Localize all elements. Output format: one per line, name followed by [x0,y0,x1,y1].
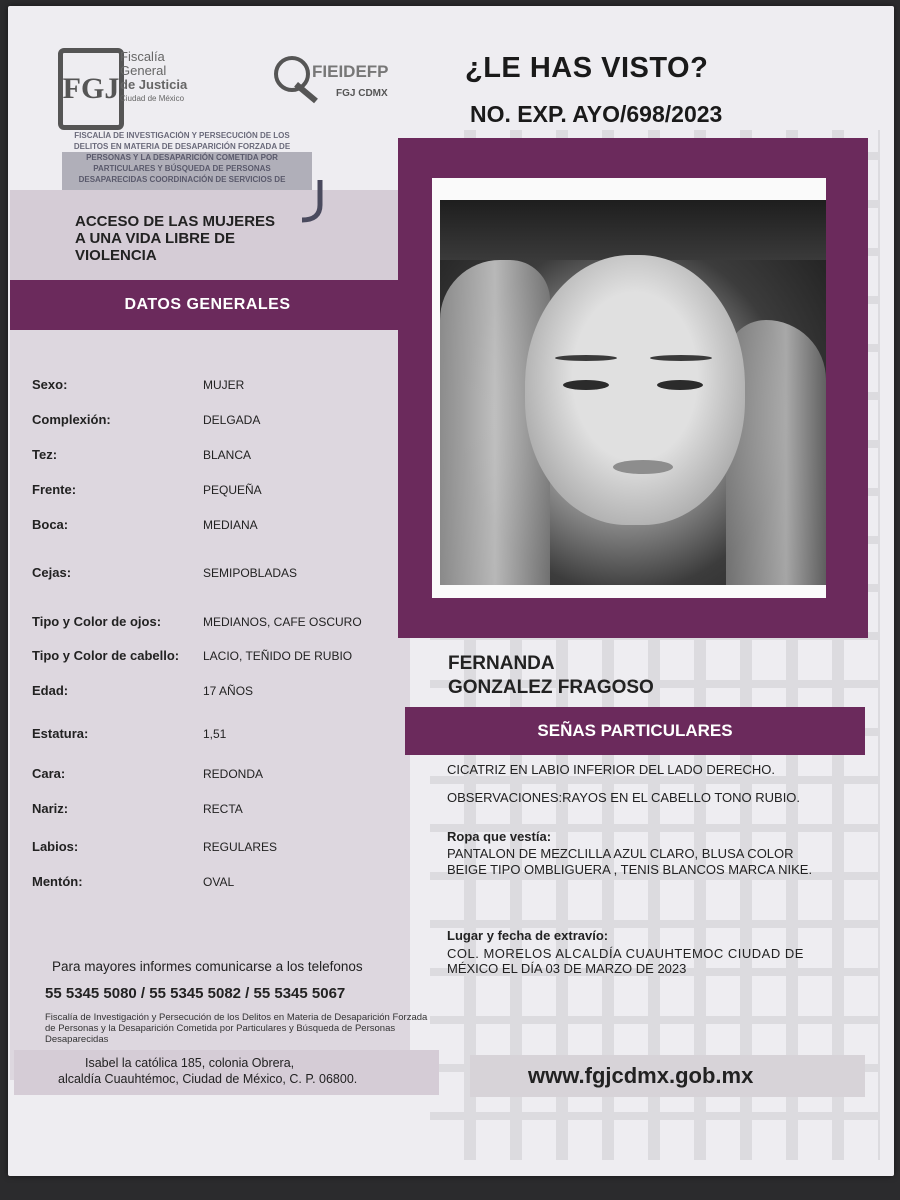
datos-value: DELGADA [203,413,261,427]
address-line-1: Isabel la católica 185, colonia Obrera, [85,1056,295,1070]
senas-observaciones: OBSERVACIONES:RAYOS EN EL CABELLO TONO RUBIO. [447,790,801,805]
ropa-line-2: BEIGE TIPO OMBLIGUERA , TENIS BLANCOS MARCA NIKE. [447,862,813,877]
person-photo [440,200,826,585]
datos-value: OVAL [203,875,235,889]
contact-phones: 55 5345 5080 / 55 5345 5082 / 55 5345 5067 [45,985,346,1002]
fgjcdmx-logo-text: FGJ CDMX [336,88,388,99]
contact-fine-print: Fiscalía de Investigación y Persecución de los Delitos en Materia de Desaparición Forzada de Personas y la Desaparición Cometida por Particulares y Búsqueda de Personas Desaparecidas [45,1012,428,1045]
logo-line-2: General [120,63,167,78]
logo-line-3: de Justicia [120,77,188,92]
fieidefp-logo-text: FIEIDEFP [312,62,389,81]
datos-value: MUJER [203,378,245,392]
poster-title: ¿LE HAS VISTO? [465,52,709,84]
datos-label: Nariz: [32,801,69,816]
photo-brow-right [650,355,712,361]
datos-value: MEDIANA [203,518,258,532]
ropa-label: Ropa que vestía: [447,829,552,844]
datos-label: Cara: [32,766,66,781]
name-line-2: GONZALEZ FRAGOSO [448,677,654,698]
logo-text-fiscalia [120,50,187,106]
photo-brow-left [555,355,617,361]
case-number: NO. EXP. AYO/698/2023 [470,101,723,127]
datos-label: Labios: [32,839,79,854]
datos-label: Tipo y Color de cabello: [32,648,180,663]
photo-eye-right [657,380,703,390]
datos-label: Boca: [32,517,69,532]
lugar-label: Lugar y fecha de extravío: [447,928,609,943]
logo-line-1: Fiscalía [120,49,165,64]
datos-value: PEQUEÑA [203,483,262,497]
logo-city: Ciudad de México [120,94,185,103]
datos-label: Cejas: [32,565,72,580]
datos-label: Frente: [32,482,77,497]
hammer-scale-icon [268,52,328,112]
fgj-small-logo-icon [290,175,330,225]
datos-label: Tipo y Color de ojos: [32,614,162,629]
photo-lips [613,460,673,474]
access-line-2: A UNA VIDA LIBRE DE [75,230,236,247]
access-line-1: ACCESO DE LAS MUJERES [75,213,276,230]
senas-line-1: CICATRIZ EN LABIO INFERIOR DEL LADO DERECHO. [447,762,775,777]
official-stamp-text: FISCALÍA DE INVESTIGACIÓN Y PERSECUCIÓN DE LOS DELITOS EN MATERIA DE DESAPARICIÓN FORZADA DE PERSONAS Y LA DESAPARICIÓN COMETIDA POR PARTICULARES Y BÚSQUEDA DE PERSONAS DESAPARECIDAS COORDINACIÓN DE SERVICIOS DE [73,131,291,184]
website-link[interactable]: www.fgjcdmx.gob.mx [528,1063,754,1088]
datos-label: Complexión: [32,412,111,427]
photo-face [525,255,745,525]
access-line-3: VIOLENCIA [75,247,157,264]
datos-value: REDONDA [203,767,264,781]
person-name [448,652,654,700]
datos-label: Estatura: [32,726,89,741]
photo-eye-left [563,380,609,390]
datos-label: Sexo: [32,377,68,392]
datos-generales-header: DATOS GENERALES [10,280,405,330]
datos-label: Edad: [32,683,69,698]
address-line-2: alcaldía Cuauhtémoc, Ciudad de México, C. P. 06800. [58,1072,358,1086]
fgj-logo-icon: FGJ [58,48,124,130]
datos-value: 17 AÑOS [203,684,254,698]
datos-label: Mentón: [32,874,83,889]
datos-value: 1,51 [203,727,227,741]
ropa-line-1: PANTALON DE MEZCLILLA AZUL CLARO, BLUSA COLOR [447,846,794,861]
photo-hair-top [440,200,826,260]
senas-header: SEÑAS PARTICULARES [405,707,865,755]
contact-intro: Para mayores informes comunicarse a los telefonos [52,959,363,974]
datos-value: REGULARES [203,840,278,854]
datos-value: SEMIPOBLADAS [203,566,298,580]
datos-value: MEDIANOS, CAFE OSCURO [203,615,362,629]
datos-value: LACIO, TEÑIDO DE RUBIO [203,649,353,663]
datos-value: RECTA [203,802,243,816]
lugar-line-1: COL. MORELOS ALCALDÍA CUAUHTEMOC CIUDAD DE [447,946,804,961]
datos-value: BLANCA [203,448,252,462]
lugar-line-2: MÉXICO EL DÍA 03 DE MARZO DE 2023 [447,961,687,976]
name-line-1: FERNANDA [448,653,555,674]
datos-label: Tez: [32,447,58,462]
access-text [75,213,275,264]
